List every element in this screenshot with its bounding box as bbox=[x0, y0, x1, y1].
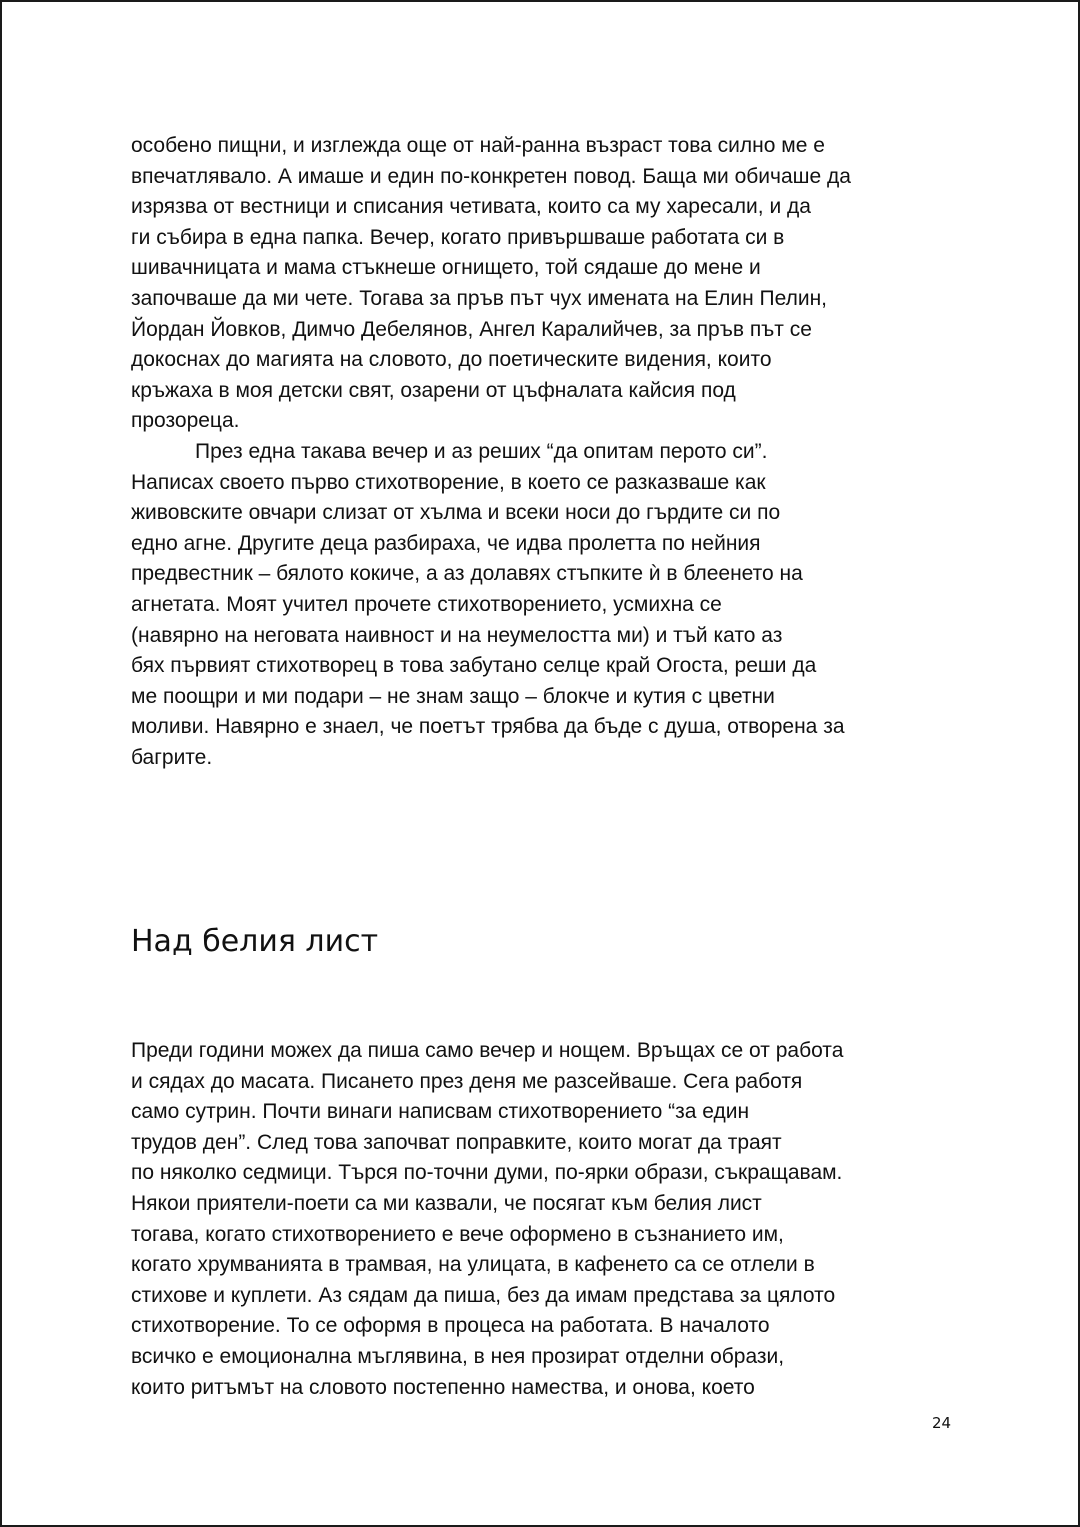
section-heading: Над белия лист bbox=[131, 924, 379, 959]
text-line: стихове и куплети. Аз сядам да пиша, без да имам представа за цялото bbox=[131, 1283, 836, 1307]
text-line: ги събира в една папка. Вечер, когато привършваше работата си в bbox=[131, 225, 785, 249]
text-line: Написах своето първо стихотворение, в което се разказваше как bbox=[131, 470, 766, 494]
text-line: живовските овчари слизат от хълма и всеки носи до гърдите си по bbox=[131, 501, 781, 525]
text-line: изрязва от вестници и списания четивата, които са му харесали, и да bbox=[131, 195, 811, 219]
text-line: и сядах до масата. Писането през деня ме разсейваше. Сега работя bbox=[131, 1069, 803, 1093]
text-line: Някои приятели-поети са ми казвали, че посягат към белия лист bbox=[131, 1191, 762, 1215]
text-line: впечатлявало. А имаше и един по-конкретен повод. Баща ми обичаше да bbox=[131, 164, 851, 188]
text-line: по няколко седмици. Търся по-точни думи, по-ярки образи, съкращавам. bbox=[131, 1161, 843, 1185]
text-line: докоснах до магията на словото, до поетическите видения, които bbox=[131, 348, 772, 372]
page-number: 24 bbox=[932, 1414, 952, 1432]
text-line: които ритъмът на словото постепенно намества, и онова, което bbox=[131, 1375, 755, 1399]
text-line: багрите. bbox=[131, 745, 213, 769]
text-line: едно агне. Другите деца разбираха, че идва пролетта по нейния bbox=[131, 531, 761, 555]
text-line: започваше да ми чете. Тогава за пръв път чух имената на Елин Пелин, bbox=[131, 286, 828, 310]
text-line: само сутрин. Почти винаги написвам стихотворението “за един bbox=[131, 1100, 750, 1124]
text-line: ме поощри и ми подари – не знам защо – блокче и кутия с цветни bbox=[131, 684, 775, 708]
text-line: шивачницата и мама стъкнеше огнището, той сядаше до мене и bbox=[131, 256, 761, 280]
text-line: предвестник – бялото кокиче, а аз долавях стъпките ѝ в блеенето на bbox=[131, 562, 803, 586]
text-line: трудов ден”. След това започват поправките, които могат да траят bbox=[131, 1130, 782, 1154]
text-line: тогава, когато стихотворението е вече оформено в съзнанието им, bbox=[131, 1222, 784, 1246]
paragraph-first-line: През една такава вечер и аз реших “да опитам перото си”. bbox=[195, 439, 768, 463]
text-line: Йордан Йовков, Димчо Дебелянов, Ангел Каралийчев, за пръв път се bbox=[131, 317, 812, 341]
text-line: особено пищни, и изглежда още от най-ранна възраст това силно ме е bbox=[131, 134, 825, 157]
text-line: моливи. Навярно е знаел, че поетът трябва да бъде с душа, отворена за bbox=[131, 715, 845, 739]
body-text-section-1 bbox=[131, 131, 961, 773]
text-line: (навярно на неговата наивност и на неумелостта ми) и тъй като аз bbox=[131, 623, 783, 647]
text-line: когато хрумванията в трамвая, на улицата, в кафенето са се отлели в bbox=[131, 1253, 815, 1277]
text-line: кръжаха в моя детски свят, озарени от цъфналата кайсия под bbox=[131, 378, 736, 402]
text-line: бях първият стихотворец в това забутано селце край Огоста, реши да bbox=[131, 654, 817, 678]
text-line: прозореца. bbox=[131, 409, 240, 433]
text-line: всичко е емоционална мъглявина, в нея прозират отделни образи, bbox=[131, 1344, 785, 1368]
text-line: агнетата. Моят учител прочете стихотворението, усмихна се bbox=[131, 592, 722, 616]
text-line: стихотворение. То се оформя в процеса на работата. В началото bbox=[131, 1314, 770, 1338]
text-line: Преди години можех да пиша само вечер и нощем. Връщах се от работа bbox=[131, 1039, 844, 1062]
body-text-section-2 bbox=[131, 1036, 961, 1403]
